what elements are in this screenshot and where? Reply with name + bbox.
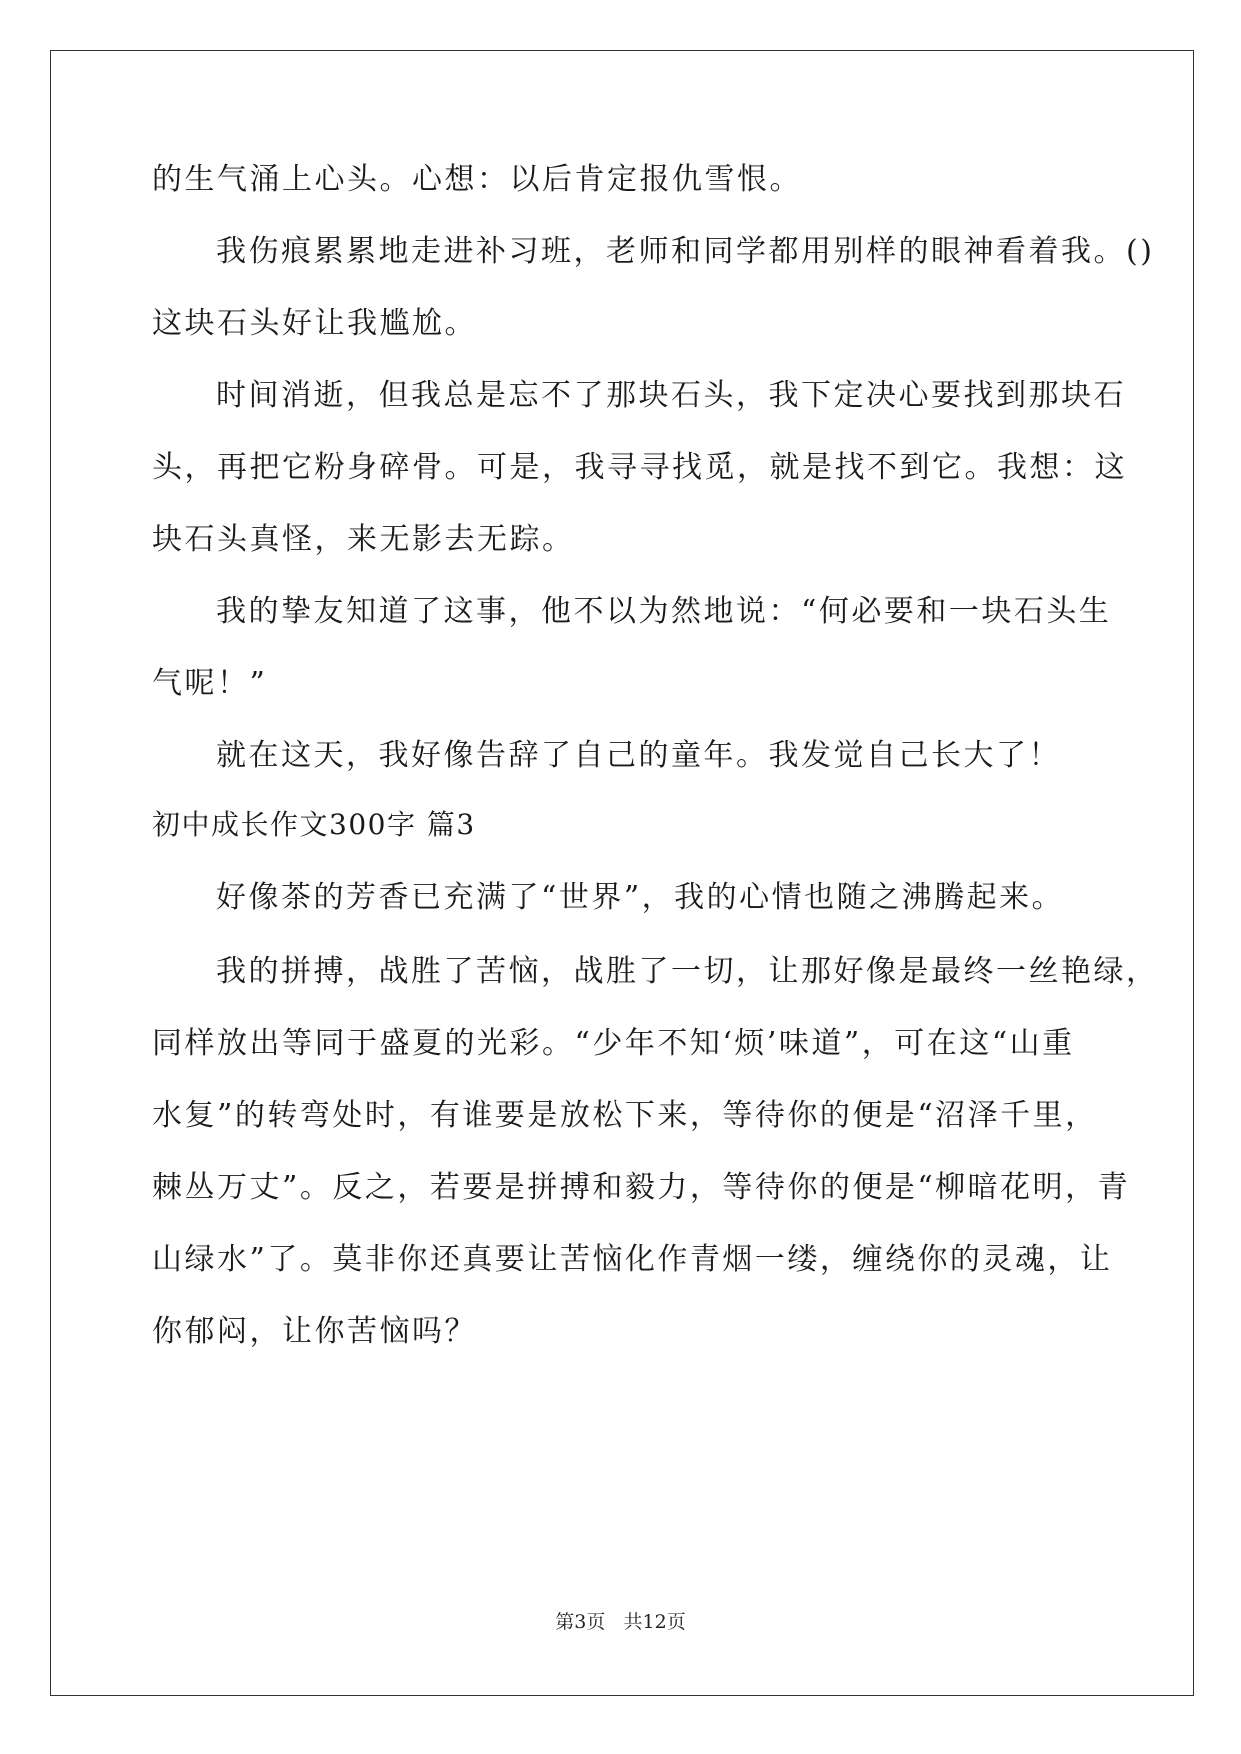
paragraph-line: 头，再把它粉身碎骨。可是，我寻寻找觅，就是找不到它。我想：这	[152, 450, 1127, 485]
paragraph-line: 山绿水”了。莫非你还真要让苦恼化作青烟一缕，缠绕你的灵魂，让	[152, 1242, 1113, 1277]
paragraph-line: 我的拼搏，战胜了苦恼，战胜了一切，让那好像是最终一丝艳绿，	[216, 954, 1159, 989]
section-heading: 初中成长作文300字 篇3	[152, 808, 476, 841]
paragraph-line: 气呢！”	[152, 666, 268, 701]
paragraph-line: 的生气涌上心头。心想：以后肯定报仇雪恨。	[152, 162, 802, 197]
page-number: 第3页	[555, 1611, 606, 1633]
paragraph-line: 我的挚友知道了这事，他不以为然地说：“何必要和一块石头生	[216, 594, 1112, 629]
paragraph-line: 好像茶的芳香已充满了“世界”，我的心情也随之沸腾起来。	[216, 880, 1065, 915]
paragraph-line: 块石头真怪，来无影去无踪。	[152, 522, 575, 557]
paragraph-line: 你郁闷，让你苦恼吗？	[152, 1314, 477, 1349]
paragraph-line: 棘丛万丈”。反之，若要是拼搏和毅力，等待你的便是“柳暗花明，青	[152, 1170, 1131, 1205]
paragraph-line: 这块石头好让我尴尬。	[152, 306, 477, 341]
paragraph-line: 我伤痕累累地走进补习班，老师和同学都用别样的眼神看着我。()	[216, 234, 1155, 269]
paragraph-line: 同样放出等同于盛夏的光彩。“少年不知‘烦’味道”，可在这“山重	[152, 1026, 1075, 1061]
page-footer	[0, 1610, 1241, 1634]
page-total: 共12页	[623, 1611, 686, 1633]
paragraph-line: 时间消逝，但我总是忘不了那块石头，我下定决心要找到那块石	[216, 378, 1126, 413]
paragraph-line: 水复”的转弯处时，有谁要是放松下来，等待你的便是“沼泽千里，	[152, 1098, 1098, 1133]
page-border	[50, 50, 1194, 1696]
paragraph-line: 就在这天，我好像告辞了自己的童年。我发觉自己长大了！	[216, 738, 1061, 773]
